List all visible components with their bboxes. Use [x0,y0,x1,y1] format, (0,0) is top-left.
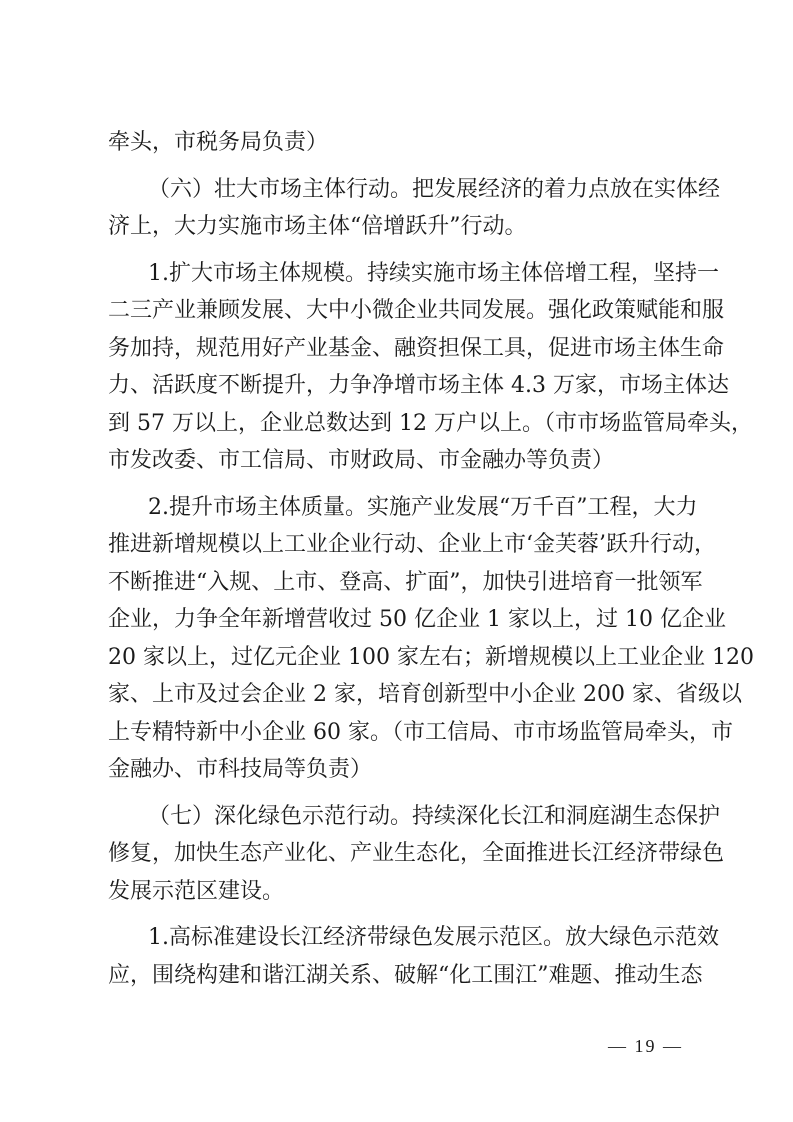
text-line: 不断推进“入规、上市、登高、扩面”，加快引进培育一批领军 [108,569,703,595]
text-line: 20 家以上，过亿元企业 100 家左右；新增规模以上工业企业 120 [108,644,754,670]
text-line: 市发改委、市工信局、市财政局、市金融办等负责） [108,448,615,473]
body-text [108,124,754,994]
page-number: — 19 — [608,1036,683,1056]
text-line: 到 57 万以上，企业总数达到 12 万户以上。（市市场监管局牵头， [108,410,753,436]
section-heading-line: （六）壮大市场主体行动。把发展经济的着力点放在实体经 [148,176,721,202]
text-line: 修复，加快生态产业化、产业生态化，全面推进长江经济带绿色 [108,841,725,866]
text-line: 家、上市及过会企业 2 家，培育创新型中小企业 200 家、省级以 [108,682,742,707]
text-line: 二三产业兼顾发展、大中小微企业共同发展。强化政策赋能和服 [108,298,725,323]
text-line: 上专精特新中小企业 60 家。（市工信局、市市场监管局牵头，市 [108,719,733,745]
text-line: 济上，大力实施市场主体“倍增跃升”行动。 [108,214,527,239]
text-line: 务加持，规范用好产业基金、融资担保工具，促进市场主体生命 [108,335,725,361]
subsection-heading-line: 1.高标准建设长江经济带绿色发展示范区。放大绿色示范效 [148,925,719,950]
text-line: 发展示范区建设。 [108,878,285,904]
text-line: 金融办、市科技局等负责） [108,757,373,782]
section-heading-line: （七）深化绿色示范行动。持续深化长江和洞庭湖生态保护 [148,803,721,829]
subsection-heading-line: 1.扩大市场主体规模。持续实施市场主体倍增工程，坚持一 [148,260,719,286]
text-line: 企业，力争全年新增营收过 50 亿企业 1 家以上，过 10 亿企业 [108,607,726,632]
subsection-heading-line: 2.提升市场主体质量。实施产业发展“万千百”工程，大力 [148,494,698,520]
text-line: 力、活跃度不断提升，力争净增市场主体 4.3 万家，市场主体达 [108,373,729,398]
text-line: 牵头，市税务局负责） [108,130,329,155]
text-line: 推进新增规模以上工业企业行动、企业上市‘金芙蓉’跃升行动， [108,532,716,557]
text-line: 应，围绕构建和谐江湖关系、破解“化工围江”难题、推动生态 [108,962,703,988]
